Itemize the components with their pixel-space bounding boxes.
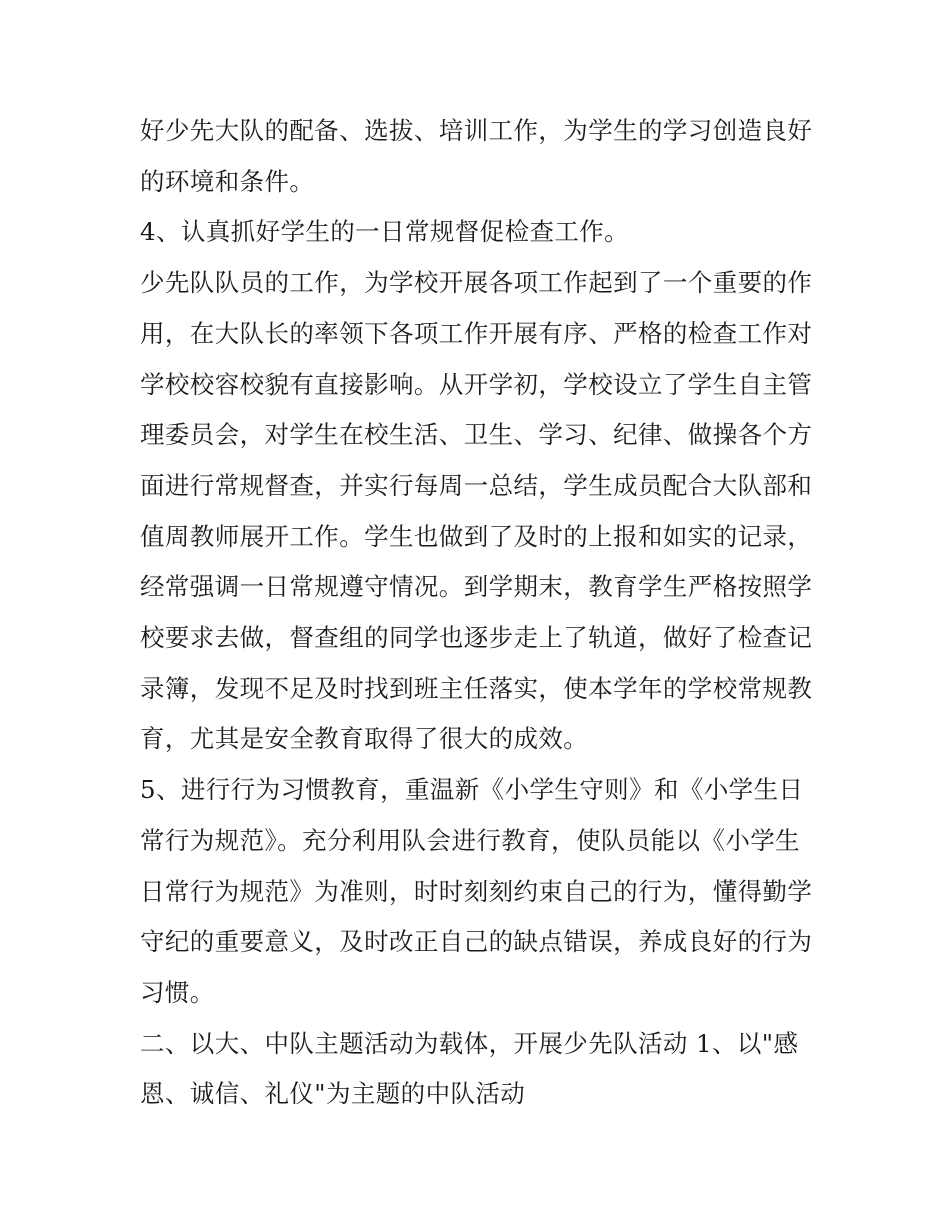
paragraph-daily-routine-inspection: 少先队队员的工作，为学校开展各项工作起到了一个重要的作用，在大队长的率领下各项工作开展有序、严格的检查工作对学校校容校貌有直接影响。从开学初，学校设立了学生自主管理委员会，对学生在校生活、卫生、学习、纪律、做操各个方面进行常规督查，并实行每周一总结，学生成员配合大队部和值周教师展开工作。学生也做到了及时的上报和如实的记录，经常强调一日常规遵守情况。到学期末，教育学生严格按照学校要求去做，督查组的同学也逐步走上了轨道，做好了检查记录簿，发现不足及时找到班主任落实，使本学年的学校常规教育，尤其是安全教育取得了很大的成效。	[140, 268, 813, 754]
paragraph-item-4-heading: 4、认真抓好学生的一日常规督促检查工作。	[140, 217, 630, 247]
paragraph-item-5-behavior-education: 5、进行行为习惯教育，重温新《小学生守则》和《小学生日常行为规范》。充分利用队会进行教育，使队员能以《小学生日常行为规范》为准则，时时刻刻约束自己的行为，懂得勤学守纪的重要意义，及时改正自己的缺点错误，养成良好的行为习惯。	[140, 775, 813, 1007]
paragraph-section-2-heading: 二、以大、中队主题活动为载体，开展少先队活动 1、以"感恩、诚信、礼仪"为主题的中队活动	[140, 1028, 799, 1109]
paragraph-cadre-training: 好少先大队的配备、选拔、培训工作，为学生的学习创造良好的环境和条件。	[140, 116, 813, 196]
document-body	[140, 106, 820, 1120]
